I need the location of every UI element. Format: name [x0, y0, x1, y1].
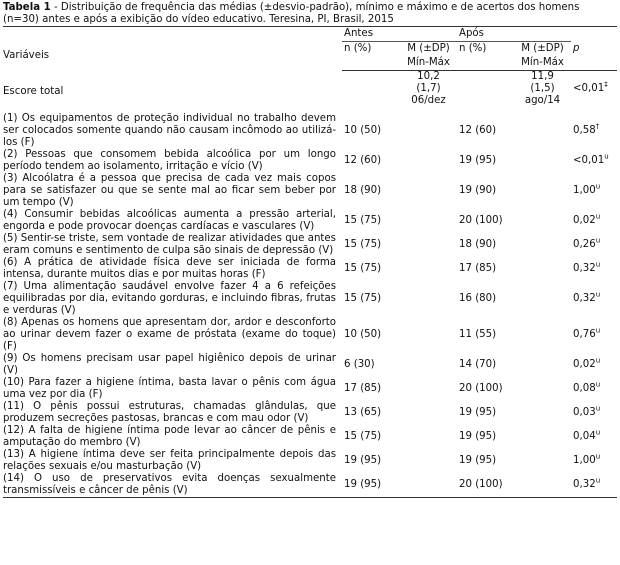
p-value: 0,32$^u$	[573, 290, 601, 304]
item-label: (11) O pênis possui estruturas, chamadas glândulas, que produzem secreções pastosas, brancas e com mau odor (V)	[3, 401, 336, 424]
score-label: Escore total	[3, 85, 64, 97]
table-row	[3, 113, 617, 149]
item-label: (1) Os equipamentos de proteção individual no trabalho devem ser colocados somente quando não causam incômodo ao utilizá-los (F)	[3, 113, 336, 148]
antes-count: 15 (75)	[344, 239, 382, 250]
table-row	[3, 173, 617, 209]
item-label: (8) Apenas os homens que apresentam dor, ardor e desconforto ao urinar devem fazer o exame de próstata (exame do toque) (F)	[3, 317, 336, 352]
apos-count: 20 (100)	[457, 473, 512, 498]
item-label: (6) A prática de atividade física deve ser iniciada de forma intensa, durante muitos dias e por muitas horas (F)	[3, 257, 336, 280]
table-row	[3, 209, 617, 233]
apos-count: 19 (95)	[459, 407, 497, 418]
apos-count: 18 (90)	[459, 239, 497, 250]
p-value: 0,26$^u$	[573, 236, 601, 250]
item-label: (10) Para fazer a higiene íntima, basta lavar o pênis com água uma vez por dia (F)	[3, 377, 336, 400]
antes-count: 6 (30)	[344, 359, 375, 370]
p-value: 0,03$^u$	[573, 404, 601, 418]
score-antes-mean: 10,2	[417, 71, 440, 82]
score-apos-range: ago/14	[524, 95, 561, 106]
table-row	[3, 401, 617, 425]
antes-count: 15 (75)	[344, 293, 382, 304]
header-p: p	[573, 42, 580, 54]
header-apos-minmax: Mín-Máx	[512, 56, 571, 71]
table-caption	[0, 0, 620, 26]
table-row	[3, 377, 617, 401]
apos-count: 19 (95)	[459, 455, 497, 466]
table-row	[3, 257, 617, 281]
item-label: (5) Sentir-se triste, sem vontade de realizar atividades que antes eram comuns e sentimento de culpa são sinais de depressão (V)	[3, 233, 336, 256]
p-value: 0,02$^u$	[573, 356, 601, 370]
p-value: 0,04$^u$	[573, 428, 601, 442]
antes-count: 15 (75)	[344, 431, 382, 442]
item-label: (14) O uso de preservativos evita doenças sexualmente transmissíveis e câncer de pênis (V)	[3, 473, 342, 498]
table-row	[3, 449, 617, 473]
header-variables: Variáveis	[3, 50, 50, 61]
score-p: <0,01‡	[573, 80, 608, 94]
item-label: (7) Uma alimentação saudável envolve fazer 4 a 6 refeições equilibradas por dia, evitando gorduras, e incluindo fibras, frutas e verduras (V)	[3, 281, 336, 316]
item-label: (4) Consumir bebidas alcoólicas aumenta a pressão arterial, engorda e pode provocar doenças cardíacas e vasculares (V)	[3, 209, 336, 232]
table-row	[3, 425, 617, 449]
item-label: (13) A higiene íntima deve ser feita principalmente depois das relações sexuais e/ou masturbação (V)	[3, 449, 336, 472]
p-value: 0,32$^u$	[573, 260, 601, 274]
score-antes	[398, 71, 457, 108]
caption-text: - Distribuição de frequência das médias (±desvio-padrão), mínimo e máximo e de acertos dos homens (n=30) antes e após a exibição do vídeo educativo. Teresina, PI, Brasil, 2015	[3, 2, 580, 25]
header-antes: Antes	[342, 27, 457, 42]
antes-count: 17 (85)	[344, 383, 382, 394]
p-value: 0,08$^u$	[573, 380, 601, 394]
table-row	[3, 149, 617, 173]
results-table	[3, 26, 617, 498]
antes-count: 15 (75)	[344, 215, 382, 226]
p-value: 1,00$^u$	[573, 452, 601, 466]
p-value: 0,02$^u$	[573, 212, 601, 226]
apos-count: 17 (85)	[459, 263, 497, 274]
table-row	[3, 353, 617, 377]
table-row	[3, 281, 617, 317]
score-antes-range: 06/dez	[411, 95, 446, 106]
antes-count: 10 (50)	[344, 125, 382, 136]
antes-count: 19 (95)	[342, 473, 398, 498]
antes-count: 13 (65)	[344, 407, 382, 418]
score-apos-mean: 11,9	[531, 71, 554, 82]
score-row	[3, 71, 617, 108]
p-value: 0,32$^u$	[571, 473, 617, 498]
header-antes-minmax: Mín-Máx	[398, 56, 457, 71]
apos-count: 20 (100)	[459, 215, 503, 226]
apos-count: 14 (70)	[459, 359, 497, 370]
header-antes-mdp: M (±DP)	[398, 42, 457, 57]
apos-count: 20 (100)	[459, 383, 503, 394]
p-value: 0,76$^u$	[573, 326, 601, 340]
table-row	[3, 233, 617, 257]
item-label: (2) Pessoas que consomem bebida alcoólica por um longo período tendem ao isolamento, irritação e vício (V)	[3, 149, 336, 172]
header-apos-mdp: M (±DP)	[512, 42, 571, 57]
table-row	[3, 317, 617, 353]
apos-count: 19 (95)	[459, 155, 497, 166]
antes-count: 12 (60)	[344, 155, 382, 166]
item-label: (12) A falta de higiene íntima pode levar ao câncer de pênis e amputação do membro (V)	[3, 425, 336, 448]
score-antes-sd: (1,7)	[416, 83, 441, 94]
apos-count: 11 (55)	[459, 329, 497, 340]
item-label: (3) Alcoólatra é a pessoa que precisa de cada vez mais copos para se satisfazer ou que se sente mal ao ficar sem beber por um tempo (V)	[3, 173, 336, 208]
header-apos: Após	[457, 27, 571, 42]
caption-label: Tabela 1	[3, 2, 51, 13]
table-row	[3, 473, 617, 498]
header-apos-n: n (%)	[457, 42, 512, 57]
item-label: (9) Os homens precisam usar papel higiênico depois de urinar (V)	[3, 353, 336, 376]
p-value: $<0,01^u$	[573, 152, 609, 166]
antes-count: 10 (50)	[344, 329, 382, 340]
apos-count: 19 (95)	[459, 431, 497, 442]
p-value: 0,58†	[573, 122, 600, 136]
p-value: 1,00$^u$	[573, 182, 601, 196]
apos-count: 16 (80)	[459, 293, 497, 304]
score-apos	[512, 71, 571, 108]
score-apos-sd: (1,5)	[530, 83, 555, 94]
antes-count: 19 (95)	[344, 455, 382, 466]
apos-count: 19 (90)	[459, 185, 497, 196]
antes-count: 18 (90)	[344, 185, 382, 196]
antes-count: 15 (75)	[344, 263, 382, 274]
apos-count: 12 (60)	[459, 125, 497, 136]
header-antes-n: n (%)	[342, 42, 398, 57]
